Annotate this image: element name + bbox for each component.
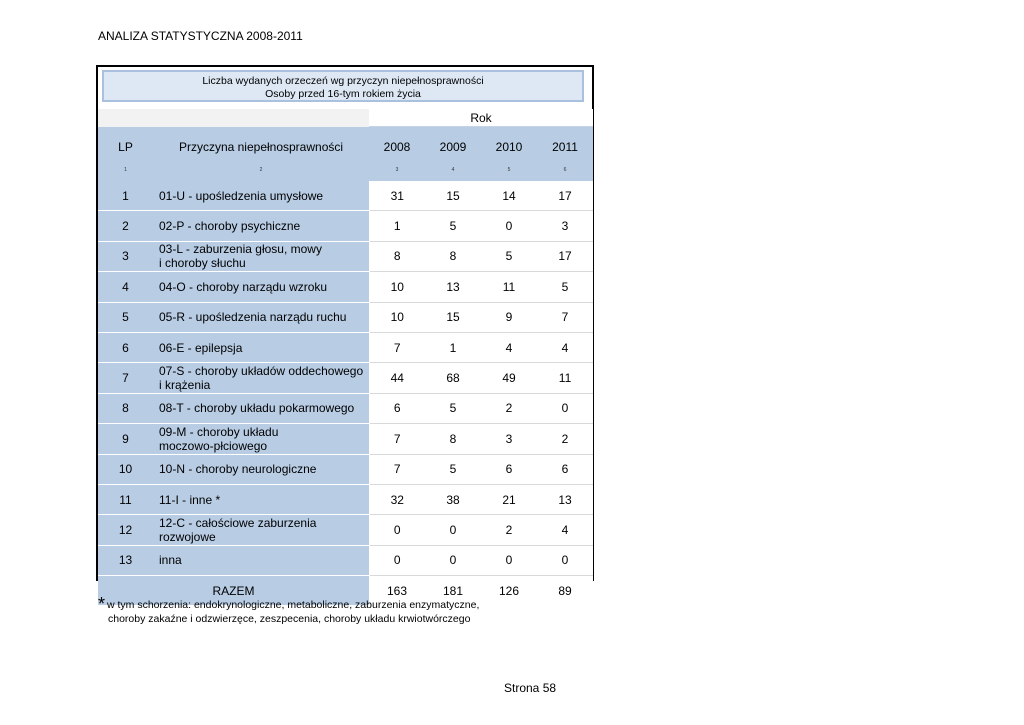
column-number-row [98, 167, 593, 181]
row-value: 4 [537, 332, 593, 362]
row-value: 32 [369, 484, 425, 514]
row-value: 4 [481, 332, 537, 362]
row-value: 7 [369, 454, 425, 484]
column-number: 6 [537, 167, 593, 181]
row-value: 5 [425, 454, 481, 484]
footnote [98, 594, 480, 626]
caption-line-1: Liczba wydanych orzeczeń wg przyczyn niepełnosprawności [202, 75, 484, 87]
row-cause: 12-C - całościowe zaburzenia rozwojowe [153, 515, 369, 545]
row-value: 5 [425, 393, 481, 423]
row-value: 9 [481, 302, 537, 332]
statistics-table [96, 65, 594, 598]
row-lp: 5 [98, 302, 153, 332]
row-value: 7 [537, 302, 593, 332]
row-value: 14 [481, 181, 537, 211]
row-value: 6 [369, 393, 425, 423]
table-row [98, 211, 593, 241]
total-label: RAZEM [98, 576, 369, 606]
row-value: 3 [537, 211, 593, 241]
row-value: 17 [537, 241, 593, 271]
table-row [98, 302, 593, 332]
row-cause: 08-T - choroby układu pokarmowego [153, 393, 369, 423]
row-value: 21 [481, 484, 537, 514]
total-value: 181 [425, 576, 481, 606]
row-lp: 10 [98, 454, 153, 484]
row-cause: 04-O - choroby narządu wzroku [153, 272, 369, 302]
row-value: 1 [369, 211, 425, 241]
header-lp: LP [98, 127, 153, 168]
row-value: 8 [425, 241, 481, 271]
header-row [98, 127, 593, 168]
row-value: 0 [537, 393, 593, 423]
row-lp: 9 [98, 424, 153, 454]
row-cause: inna [153, 545, 369, 575]
row-cause: 01-U - upośledzenia umysłowe [153, 181, 369, 211]
row-cause: 07-S - choroby układów oddechowego i krążenia [153, 363, 369, 393]
row-value: 11 [537, 363, 593, 393]
row-value: 8 [369, 241, 425, 271]
table-row [98, 515, 593, 545]
column-number: 1 [98, 167, 153, 181]
table-row [98, 393, 593, 423]
column-number: 5 [481, 167, 537, 181]
row-value: 7 [369, 424, 425, 454]
row-value: 6 [537, 454, 593, 484]
row-cause: 03-L - zaburzenia głosu, mowy i choroby słuchu [153, 241, 369, 271]
table-row [98, 545, 593, 575]
table-row [98, 424, 593, 454]
row-cause: 02-P - choroby psychiczne [153, 211, 369, 241]
row-value: 13 [425, 272, 481, 302]
table-row [98, 454, 593, 484]
header-rok: Rok [369, 109, 593, 127]
row-lp: 1 [98, 181, 153, 211]
header-year: 2009 [425, 127, 481, 168]
row-value: 17 [537, 181, 593, 211]
row-value: 0 [481, 211, 537, 241]
row-value: 5 [481, 241, 537, 271]
column-number: 3 [369, 167, 425, 181]
row-cause: 06-E - epilepsja [153, 332, 369, 362]
page-number: Strona 58 [504, 681, 557, 695]
row-lp: 7 [98, 363, 153, 393]
total-value: 163 [369, 576, 425, 606]
row-value: 4 [537, 515, 593, 545]
row-value: 44 [369, 363, 425, 393]
row-value: 10 [369, 302, 425, 332]
footnote-line-2: choroby zakaźne i odzwierzęce, zeszpecenia, choroby układu krwiotwórczego [108, 613, 471, 625]
row-cause: 05-R - upośledzenia narządu ruchu [153, 302, 369, 332]
table-caption [102, 70, 584, 102]
row-value: 0 [369, 545, 425, 575]
table-row [98, 363, 593, 393]
row-value: 8 [425, 424, 481, 454]
row-value: 2 [481, 515, 537, 545]
row-cause: 09-M - choroby układu moczowo-płciowego [153, 424, 369, 454]
row-value: 0 [425, 545, 481, 575]
row-lp: 12 [98, 515, 153, 545]
total-value: 126 [481, 576, 537, 606]
row-value: 0 [481, 545, 537, 575]
row-value: 31 [369, 181, 425, 211]
table-row [98, 241, 593, 271]
data-table [98, 109, 593, 605]
row-value: 2 [537, 424, 593, 454]
caption-line-2: Osoby przed 16-tym rokiem życia [265, 88, 421, 100]
row-value: 68 [425, 363, 481, 393]
row-lp: 4 [98, 272, 153, 302]
row-lp: 3 [98, 241, 153, 271]
row-cause: 11-I - inne * [153, 484, 369, 514]
row-value: 10 [369, 272, 425, 302]
table-row [98, 484, 593, 514]
header-blank [98, 109, 369, 127]
row-value: 38 [425, 484, 481, 514]
row-value: 5 [425, 211, 481, 241]
row-lp: 2 [98, 211, 153, 241]
row-value: 3 [481, 424, 537, 454]
row-value: 1 [425, 332, 481, 362]
row-value: 0 [369, 515, 425, 545]
header-year: 2011 [537, 127, 593, 168]
row-value: 5 [537, 272, 593, 302]
row-value: 7 [369, 332, 425, 362]
document-title: ANALIZA STATYSTYCZNA 2008-2011 [98, 29, 303, 43]
table-row [98, 272, 593, 302]
row-value: 11 [481, 272, 537, 302]
row-value: 0 [537, 545, 593, 575]
table-row [98, 181, 593, 211]
row-lp: 6 [98, 332, 153, 362]
row-value: 6 [481, 454, 537, 484]
header-name: Przyczyna niepełnosprawności [153, 127, 369, 168]
row-value: 15 [425, 181, 481, 211]
header-year: 2010 [481, 127, 537, 168]
column-number: 4 [425, 167, 481, 181]
table-row [98, 332, 593, 362]
total-value: 89 [537, 576, 593, 606]
row-value: 0 [425, 515, 481, 545]
row-value: 49 [481, 363, 537, 393]
row-cause: 10-N - choroby neurologiczne [153, 454, 369, 484]
footnote-line-1: w tym schorzenia: endokrynologiczne, metaboliczne, zaburzenia enzymatyczne, [107, 599, 480, 611]
column-number: 2 [153, 167, 369, 181]
footnote-star: * [98, 594, 106, 614]
row-value: 13 [537, 484, 593, 514]
row-value: 2 [481, 393, 537, 423]
row-lp: 8 [98, 393, 153, 423]
row-value: 15 [425, 302, 481, 332]
header-year: 2008 [369, 127, 425, 168]
row-lp: 13 [98, 545, 153, 575]
row-lp: 11 [98, 484, 153, 514]
